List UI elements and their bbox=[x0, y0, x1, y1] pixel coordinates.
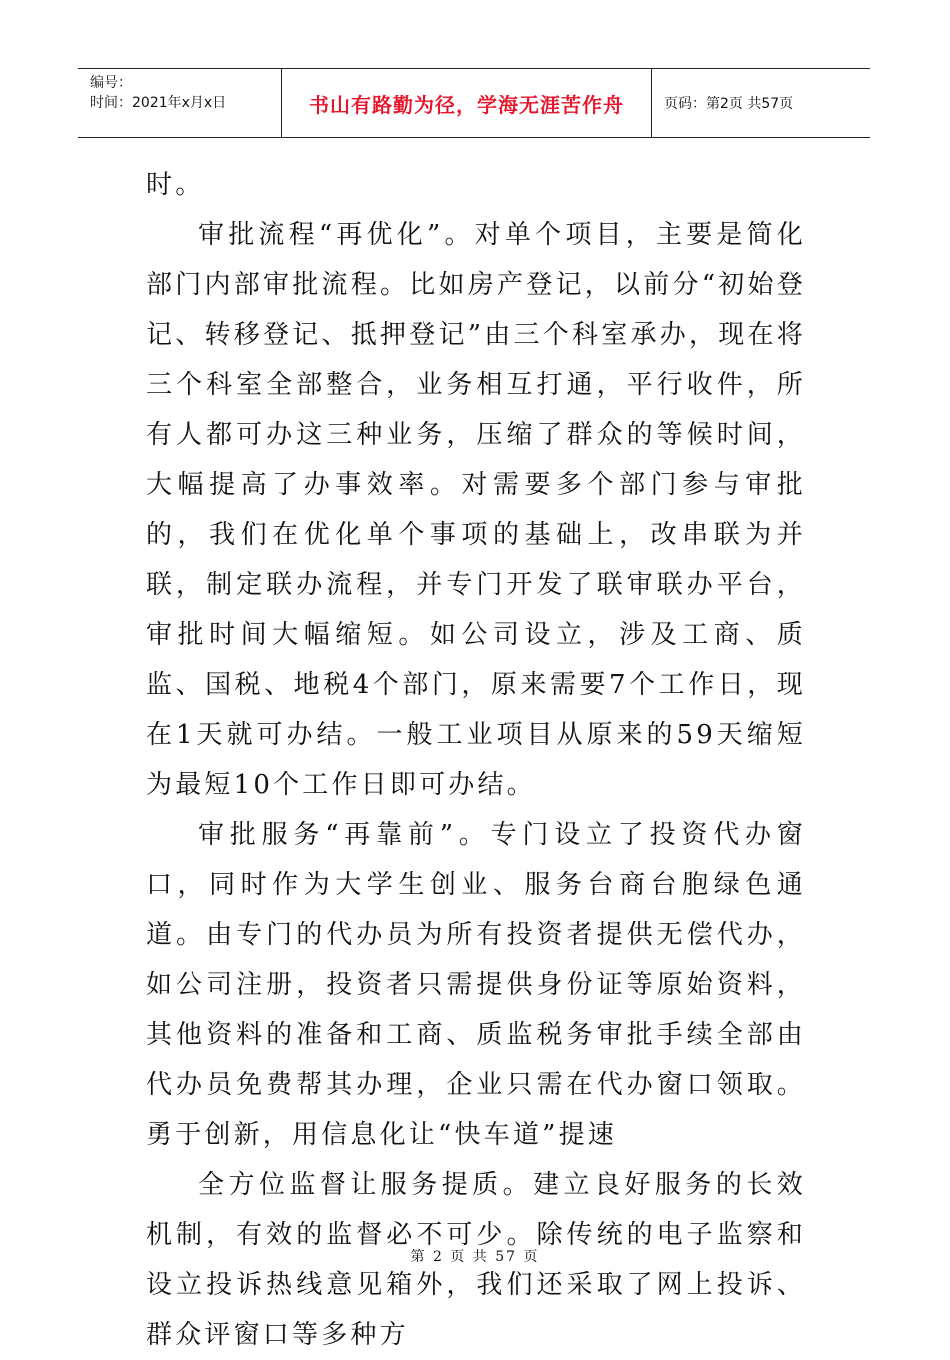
header-page-info: 页码：第2页 共57页 bbox=[664, 96, 794, 112]
paragraph: 审批流程“再优化”。对单个项目，主要是简化部门内部审批流程。比如房产登记，以前分“初始登记、转移登记、抵押登记”由三个科室承办，现在将三个科室全部整合，业务相互打通，平行收件，所有人都可办这三种业务，压缩了群众的等候时间，大幅提高了办事效率。对需要多个部门参与审批的，我们在优化单个事项的基础上，改串联为并联，制定联办流程，并专门开发了联审联办平台，审批时间大幅缩短。如公司设立，涉及工商、质监、国税、地税4个部门，原来需要7个工作日，现在1天就可办结。一般工业项目从原来的59天缩短为最短10个工作日即可办结。 bbox=[146, 220, 806, 800]
number-label: 编号： bbox=[90, 75, 132, 91]
paragraph: 审批服务“再靠前”。专门设立了投资代办窗口，同时作为大学生创业、服务台商台胞绿色通道。由专门的代办员为所有投资者提供无偿代办，如公司注册，投资者只需提供身份证等原始资料，其他资料的准备和工商、质监税务审批手续全部由代办员免费帮其办理，企业只需在代办窗口领取。勇于创新，用信息化让“快车道”提速 bbox=[146, 820, 806, 1150]
paragraph: 全方位监督让服务提质。建立良好服务的长效机制，有效的监督必不可少。除传统的电子监察和设立投诉热线意见箱外，我们还采取了网上投诉、群众评窗口等多种方 bbox=[146, 1170, 806, 1350]
time-label: 时间：2021年x月x日 bbox=[90, 95, 227, 111]
paragraph: 时。 bbox=[146, 170, 205, 200]
header-meta bbox=[78, 69, 282, 137]
page-footer: 第 2 页 共 57 页 bbox=[410, 1249, 540, 1265]
document-body bbox=[146, 160, 806, 1360]
header-motto-cell bbox=[282, 69, 652, 137]
motto-text: 书山有路勤为径，学海无涯苦作舟 bbox=[309, 92, 624, 117]
page-header bbox=[78, 68, 870, 138]
